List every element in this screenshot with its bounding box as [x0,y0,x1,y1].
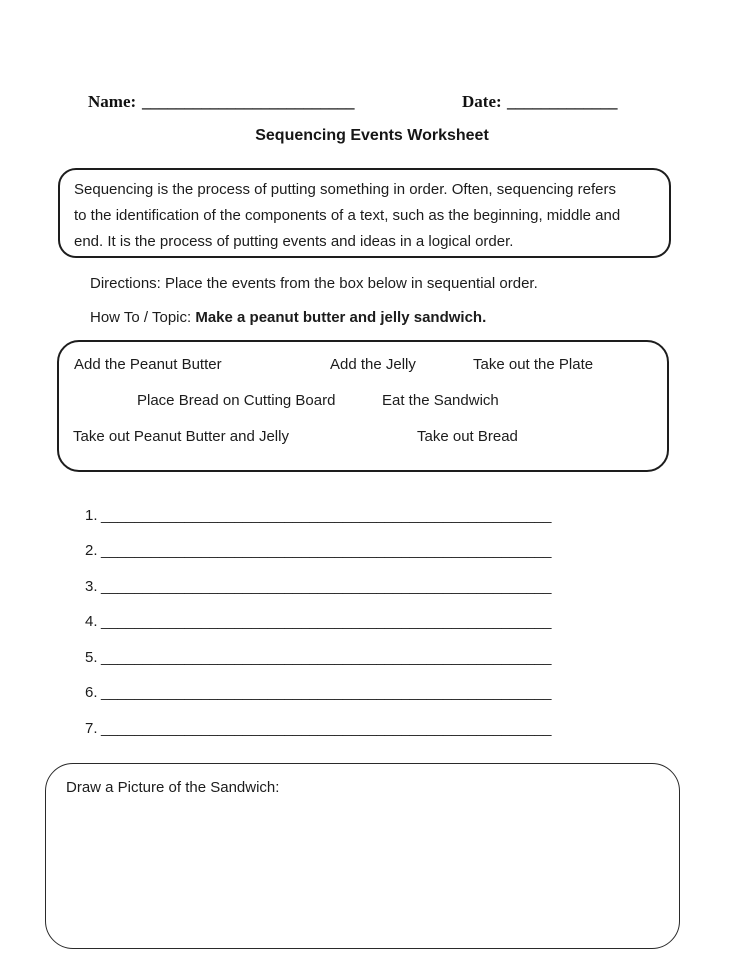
name-label: Name: [88,92,137,111]
topic-line [90,309,486,326]
event-bank-box [57,340,669,472]
answer-blank-line[interactable]: ______________________________________________________ [101,684,552,701]
date-blank-line[interactable]: _____________ [507,92,618,111]
definition-line-3: end. It is the process of putting events and ideas in a logical order. [74,233,514,250]
answer-row [85,684,551,701]
definition-line-2: to the identification of the components of a text, such as the beginning, middle and [74,207,621,224]
definition-line-1: Sequencing is the process of putting something in order. Often, sequencing refers [74,181,616,198]
answer-blank-line[interactable]: ______________________________________________________ [101,613,552,630]
event-item: Take out Peanut Butter and Jelly [73,428,289,445]
answer-blank-line[interactable]: ______________________________________________________ [101,507,552,524]
answer-number: 7. [85,720,98,737]
event-item: Take out the Plate [473,356,594,373]
answer-number: 6. [85,684,98,701]
answer-row [85,578,551,595]
sequencing-definition-box [58,168,671,258]
topic-label: How To / Topic: [90,309,196,326]
answer-blank-line[interactable]: ______________________________________________________ [101,649,552,666]
draw-picture-label: Draw a Picture of the Sandwich: [66,779,280,796]
directions-text: Directions: Place the events from the box below in sequential order. [90,275,538,292]
name-blank-line[interactable]: _________________________ [142,92,355,111]
event-item: Place Bread on Cutting Board [137,392,336,409]
answer-blank-line[interactable]: ______________________________________________________ [101,578,552,595]
answer-row [85,720,551,737]
event-item: Eat the Sandwich [382,392,499,409]
answer-row [85,649,551,666]
draw-picture-box[interactable] [45,763,680,949]
answer-number: 4. [85,613,98,630]
answer-blank-line[interactable]: ______________________________________________________ [101,720,552,737]
answer-row [85,542,551,559]
answer-row [85,613,551,630]
answer-number: 2. [85,542,98,559]
answer-number: 1. [85,507,98,524]
event-item: Take out Bread [417,428,518,445]
answer-number: 3. [85,578,98,595]
answer-row [85,507,551,524]
page-title: Sequencing Events Worksheet [255,127,489,144]
answer-blank-line[interactable]: ______________________________________________________ [101,542,552,559]
date-label: Date: [462,92,502,111]
answer-number: 5. [85,649,98,666]
event-item: Add the Jelly [330,356,416,373]
topic-value: Make a peanut butter and jelly sandwich. [195,309,487,326]
event-item: Add the Peanut Butter [74,356,222,373]
